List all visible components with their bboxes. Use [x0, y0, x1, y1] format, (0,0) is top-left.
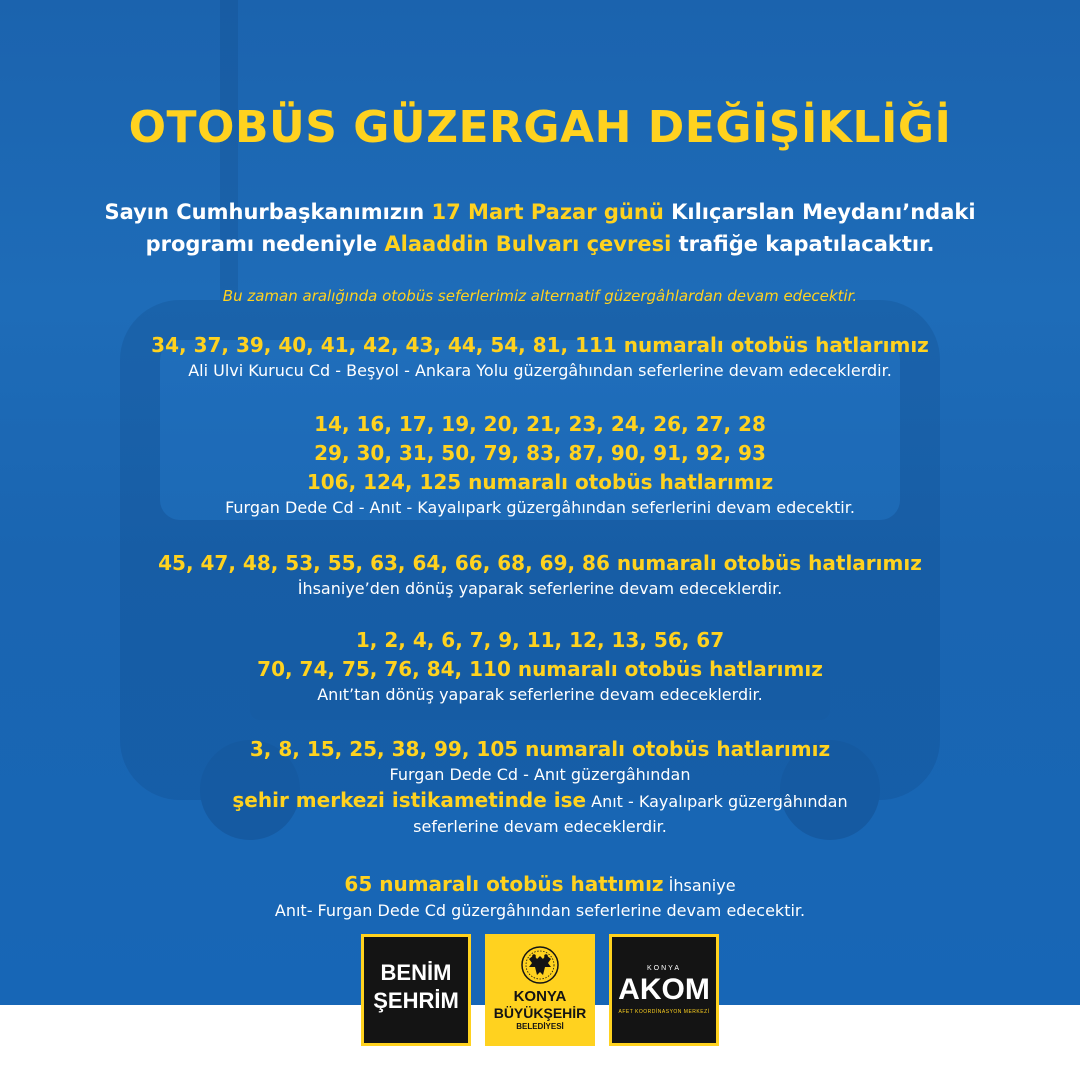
intro-highlight-date: 17 Mart Pazar günü	[431, 200, 664, 224]
route-mixed-line	[20, 870, 1060, 900]
intro-text	[40, 196, 1040, 260]
intro-part: trafiğe kapatılacaktır.	[671, 232, 935, 256]
route-mixed-line	[20, 786, 1060, 816]
route-block-6	[20, 870, 1060, 922]
intro-highlight-area: Alaaddin Bulvarı çevresi	[384, 232, 672, 256]
sehrim-line: ŞEHRİM	[373, 988, 459, 1013]
route-highlight: şehir merkezi istikametinde ise	[232, 788, 587, 812]
konya-line: KONYA	[513, 988, 567, 1005]
route-lines: 3, 8, 15, 25, 38, 99, 105 numaralı otobüs hatlarımız	[249, 737, 831, 761]
route-highlight: 65 numaralı otobüs hattımız	[344, 872, 664, 896]
route-detail: Anıt- Furgan Dede Cd güzergâhından seferlerine devam edecektir.	[274, 901, 806, 920]
intro-part: Kılıçarslan Meydanı’ndaki	[663, 200, 976, 224]
route-detail: İhsaniye	[663, 876, 736, 895]
route-detail: İhsaniye’den dönüş yaparak seferlerine devam edeceklerdir.	[297, 579, 783, 598]
logo-row	[361, 934, 721, 1050]
route-block-2	[20, 410, 1060, 519]
belediyesi-line: BELEDİYESİ	[516, 1022, 564, 1031]
route-block-4	[20, 626, 1060, 706]
route-lines: 70, 74, 75, 76, 84, 110 numaralı otobüs hatlarımız	[257, 657, 823, 681]
route-detail: Furgan Dede Cd - Anıt güzergâhından	[389, 765, 691, 784]
route-block-1	[20, 331, 1060, 382]
page-title: OTOBÜS GÜZERGAH DEĞİŞİKLİĞİ	[128, 102, 952, 153]
route-lines: 106, 124, 125 numaralı otobüs hatlarımız	[306, 470, 774, 494]
route-detail: seferlerine devam edeceklerdir.	[413, 817, 667, 836]
double-headed-eagle-icon	[515, 945, 565, 987]
akom-subtitle: AFET KOORDİNASYON MERKEZİ	[618, 1009, 710, 1015]
benim-sehrim-text	[370, 959, 462, 1015]
route-lines: 45, 47, 48, 53, 55, 63, 64, 66, 68, 69, 86 numaralı otobüs hatlarımız	[158, 551, 922, 575]
konya-logo-text	[490, 989, 590, 1033]
konya-buyuksehir-logo	[485, 934, 595, 1046]
route-block-3	[20, 549, 1060, 600]
route-detail: Ali Ulvi Kurucu Cd - Beşyol - Ankara Yolu güzergâhından seferlerine devam edeceklerdir.	[188, 361, 892, 380]
akom-wordmark: AKOM	[618, 973, 710, 1006]
benim-sehrim-logo	[361, 934, 471, 1046]
route-detail: Furgan Dede Cd - Anıt - Kayalıpark güzergâhından seferlerini devam edecektir.	[225, 498, 855, 517]
intro-part: Sayın Cumhurbaşkanımızın	[104, 200, 432, 224]
note-text: Bu zaman aralığında otobüs seferlerimiz alternatif güzergâhlardan devam edecektir.	[222, 287, 858, 305]
route-lines: 14, 16, 17, 19, 20, 21, 23, 24, 26, 27, 28	[314, 412, 766, 436]
intro-part: programı nedeniyle	[145, 232, 385, 256]
akom-konya-label: KONYA	[647, 965, 681, 972]
route-lines: 29, 30, 31, 50, 79, 83, 87, 90, 91, 92, 93	[314, 441, 766, 465]
buyuksehir-line: BÜYÜKŞEHİR	[493, 1005, 587, 1021]
route-block-5	[20, 735, 1060, 838]
route-lines: 34, 37, 39, 40, 41, 42, 43, 44, 54, 81, 111 numaralı otobüs hatlarımız	[151, 333, 929, 357]
benim-line: BENİM	[380, 960, 452, 985]
route-detail: Anıt - Kayalıpark güzergâhından	[586, 792, 848, 811]
akom-logo	[609, 934, 719, 1046]
route-lines: 1, 2, 4, 6, 7, 9, 11, 12, 13, 56, 67	[355, 628, 725, 652]
route-detail: Anıt’tan dönüş yaparak seferlerine devam edeceklerdir.	[317, 685, 763, 704]
